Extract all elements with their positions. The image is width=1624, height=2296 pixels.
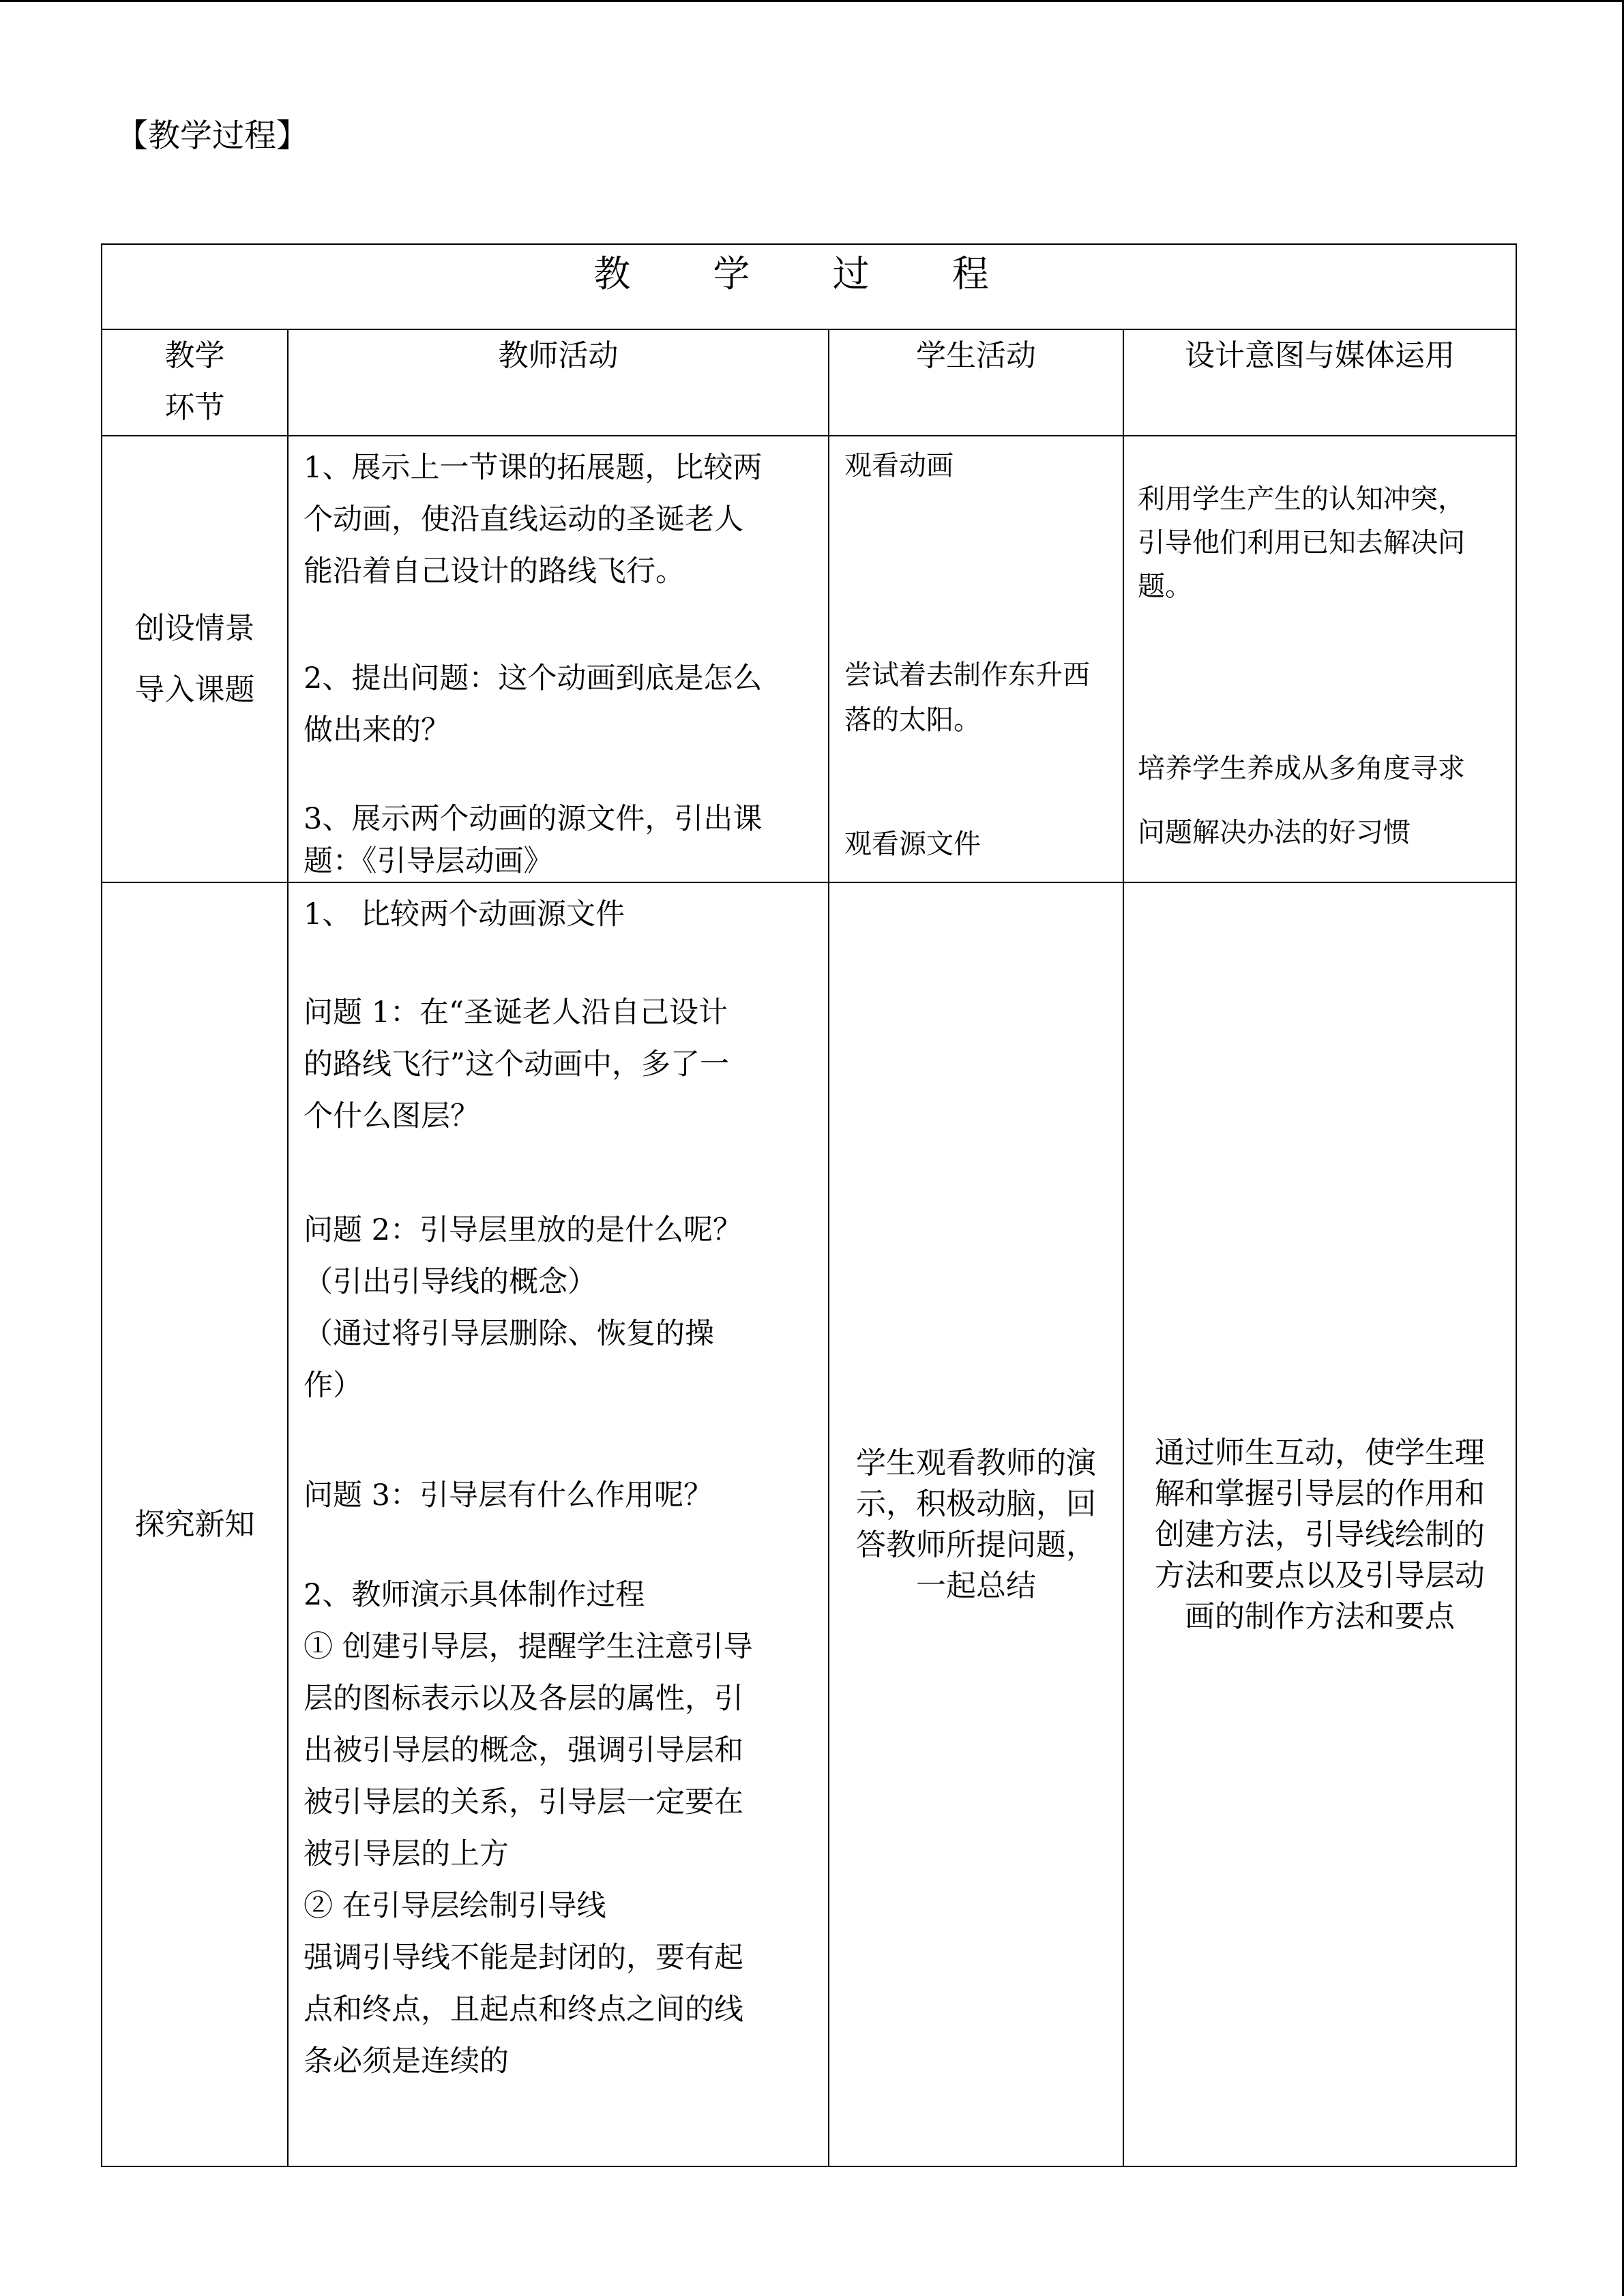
teacher-text-block [304,987,729,1142]
student-activity-cell [829,882,1123,2166]
teacher-line: 个动画，使沿直线运动的圣诞老人 [304,503,743,537]
teacher-line: ① 创建引导层，提醒学生注意引导 [304,1630,753,1664]
stage-line: 导入课题 [134,672,255,707]
student-line: 观看源文件 [844,829,981,860]
stage-cell [102,436,288,882]
teacher-line: 做出来的？ [304,713,450,747]
teacher-line: 被引导层的关系，引导层一定要在 [304,1785,743,1819]
header-stage [102,329,288,436]
student-line: 学生观看教师的演 [856,1445,1096,1480]
teacher-text-block [304,1569,753,2087]
design-line: 培养学生养成从多角度寻求 [1138,753,1465,784]
table-header-row [102,329,1516,436]
section-heading: 【教学过程】 [116,117,308,155]
teacher-line: 3、展示两个动画的源文件，引出课 [304,802,763,836]
teacher-line: 的路线飞行”这个动画中，多了一 [304,1047,729,1082]
page-border-top [0,0,1624,2]
design-line: 引导他们利用已知去解决问 [1138,527,1465,558]
teacher-text-block [304,1204,742,1412]
table-row [102,882,1516,2166]
student-line: 答教师所提问题， [856,1527,1096,1562]
design-line: 问题解决办法的好习惯 [1138,817,1411,848]
student-line: 尝试着去制作东升西 [844,659,1090,691]
design-intent-cell [1123,436,1516,882]
lesson-process-table [101,243,1517,2167]
design-line: 题。 [1138,571,1192,602]
teacher-line: 作） [304,1369,362,1403]
design-text-block [1138,736,1465,865]
student-activity-cell [829,436,1123,882]
teacher-line: 强调引导线不能是封闭的，要有起 [304,1941,743,1975]
teacher-line: 被引导层的上方 [304,1837,509,1871]
student-text-block [844,653,1090,743]
header-student-activity: 学生活动 [829,329,1123,436]
teacher-line: 2、提出问题：这个动画到底是怎么 [304,661,763,696]
student-line: 落的太阳。 [844,704,981,736]
header-teacher-activity: 教师活动 [288,329,829,436]
teacher-line: 问题 2：引导层里放的是什么呢？ [304,1213,743,1247]
teacher-line: 题：《引导层动画》 [304,844,553,878]
teacher-line: 1、 比较两个动画源文件 [304,897,625,931]
teacher-line: 层的图标表示以及各层的属性，引 [304,1682,743,1716]
teacher-line: 问题 1：在“圣诞老人沿自己设计 [304,996,728,1030]
design-line: 解和掌握引导层的作用和 [1155,1476,1485,1511]
teacher-line: （通过将引导层删除、恢复的操 [304,1317,714,1351]
design-line: 画的制作方法和要点 [1185,1598,1455,1634]
teacher-line: 出被引导层的概念，强调引导层和 [304,1733,743,1768]
teacher-activity-cell [288,436,829,882]
table-title: 教 学 过 程 [102,244,1516,329]
table-title-row [102,244,1516,329]
teacher-line: 能沿着自己设计的路线飞行。 [304,554,685,588]
design-line: 方法和要点以及引导层动 [1155,1557,1485,1593]
teacher-text-block [304,653,762,756]
teacher-activity-cell [288,882,829,2166]
teacher-text-block [304,798,762,882]
design-line: 通过师生互动，使学生理 [1155,1435,1485,1470]
teacher-line: 点和终点，且起点和终点之间的线 [304,1993,743,2027]
table-row [102,436,1516,882]
teacher-line: 2、教师演示具体制作过程 [304,1578,645,1612]
header-stage-line2: 环节 [164,390,225,425]
design-text-block [1124,1412,1516,1637]
student-line: 观看动画 [844,450,954,481]
stage-line: 探究新知 [134,1506,255,1542]
teacher-line: ② 在引导层绘制引导线 [304,1889,606,1923]
design-line: 创建方法，引导线绘制的 [1155,1517,1485,1552]
stage-cell [102,882,288,2166]
stage-line: 创设情景 [134,610,255,646]
design-text-block [1138,477,1465,608]
header-design-intent: 设计意图与媒体运用 [1123,329,1516,436]
teacher-line: 个什么图层？ [304,1099,479,1133]
student-text-block [829,1443,1123,1607]
teacher-line: 1、展示上一节课的拓展题，比较两 [304,451,763,485]
teacher-line: （引出引导线的概念） [304,1265,597,1299]
student-line: 一起总结 [916,1568,1036,1603]
design-intent-cell [1123,882,1516,2166]
teacher-line: 问题 3：引导层有什么作用呢？ [304,1478,713,1512]
design-line: 利用学生产生的认知冲突， [1138,483,1465,515]
header-stage-line1: 教学 [164,338,225,373]
teacher-line: 条必须是连续的 [304,2044,509,2078]
student-line: 示，积极动脑，回 [856,1486,1096,1521]
teacher-text-block [304,442,762,597]
